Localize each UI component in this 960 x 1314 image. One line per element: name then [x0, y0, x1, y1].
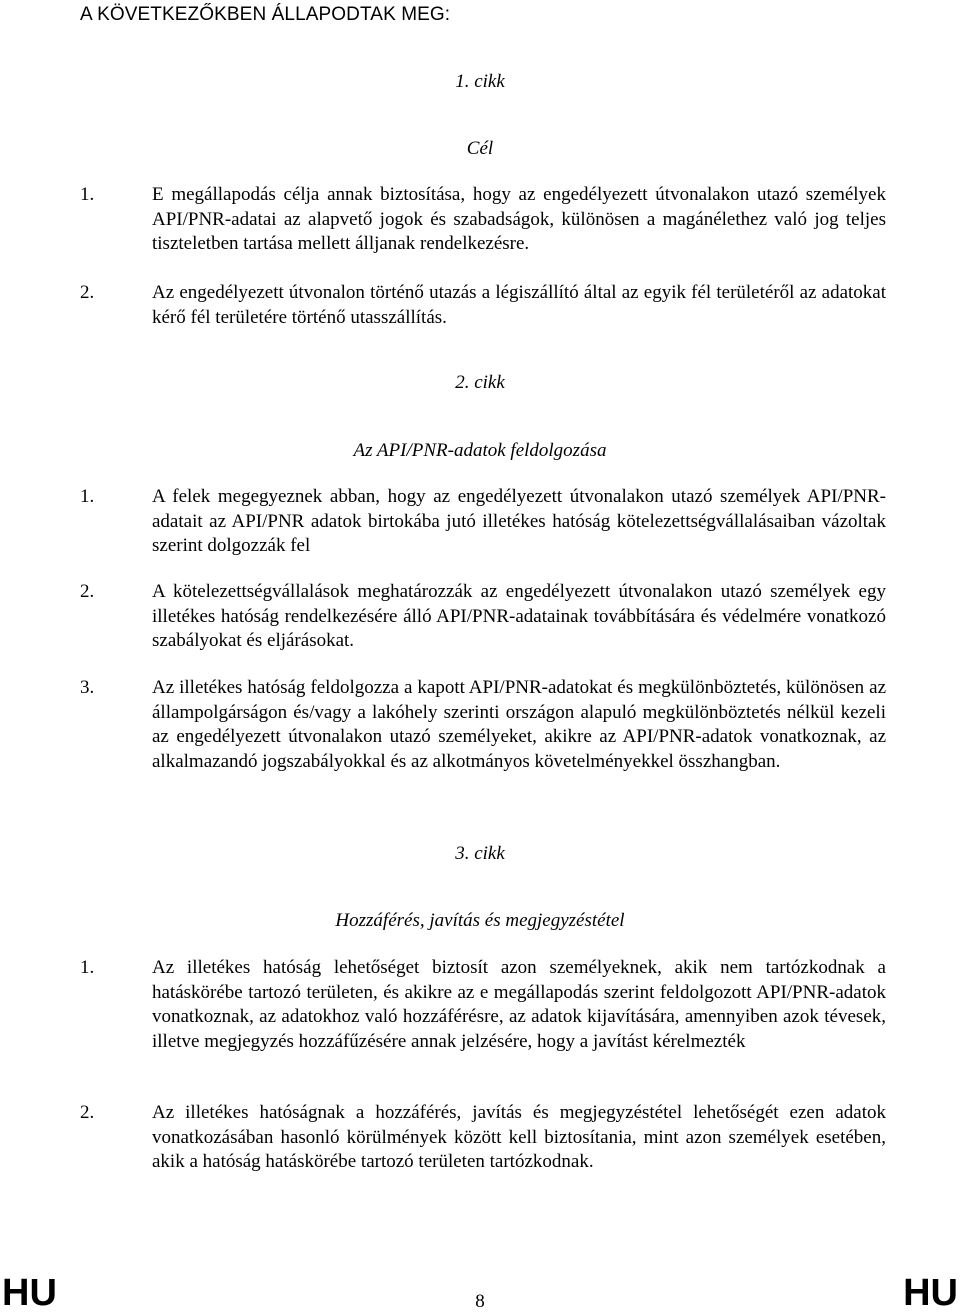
footer-language-code-right: HU: [903, 1272, 958, 1314]
paragraph-text: A kötelezettségvállalások meghatározzák az engedélyezett útvonalakon utazó személyek egy illetékes hatóság rendelkezésére álló API/PNR-adatainak továbbítására és védelmére vonatkozó szabályokat és eljárásokat.: [152, 581, 886, 652]
paragraph-number: 3.: [80, 677, 95, 698]
paragraph-text: Az illetékes hatóság lehetőséget biztosít azon személyeknek, akik nem tartózkodnak a hatáskörébe tartozó területen, és akikre az e megállapodás szerint feldolgozott API/PNR-adatok vonatkoznak, az adatokhoz való hozzáférésre, az adatok kijavítására, amennyiben azok tévesek, illetve megjegyzés hozzáfűzésére annak jelzésére, hogy a javítást kérelmezték: [152, 957, 886, 1053]
paragraph-text: A felek megegyeznek abban, hogy az engedélyezett útvonalakon utazó személyek API/PNR-adatait az API/PNR adatok birtokába jutó illetékes hatóság kötelezettségvállalásaiban vázoltak szerint dolgozzák fel: [152, 486, 886, 557]
paragraph-number: 2.: [80, 1102, 95, 1123]
article-2-number: 2. cikk: [455, 372, 505, 393]
article-2-paragraph-2: [80, 580, 886, 654]
article-3-title: Hozzáférés, javítás és megjegyzéstétel: [335, 910, 625, 931]
article-2-paragraph-1: [80, 485, 886, 559]
paragraph-number: 1.: [80, 957, 95, 978]
article-3-paragraph-2: [80, 1101, 886, 1175]
footer-language-code-left: HU: [2, 1272, 57, 1314]
paragraph-number: 1.: [80, 486, 95, 507]
article-1-title: Cél: [466, 138, 494, 159]
paragraph-number: 1.: [80, 184, 95, 205]
article-2-title: Az API/PNR-adatok feldolgozása: [353, 440, 607, 461]
article-3-number: 3. cikk: [455, 843, 505, 864]
article-3-paragraph-1: [80, 956, 886, 1055]
paragraph-number: 2.: [80, 282, 95, 303]
intro-heading: A KÖVETKEZŐKBEN ÁLLAPODTAK MEG:: [80, 4, 451, 25]
article-1-paragraph-2: [80, 281, 886, 330]
article-1-number: 1. cikk: [455, 71, 505, 92]
article-1-paragraph-1: [80, 183, 886, 257]
paragraph-text: E megállapodás célja annak biztosítása, hogy az engedélyezett útvonalakon utazó személyek API/PNR-adatai az alapvető jogok és szabadságok, különösen a magánélethez való jog teljes tiszteletben tartása mellett álljanak rendelkezésre.: [152, 184, 886, 255]
paragraph-number: 2.: [80, 581, 95, 602]
paragraph-text: Az engedélyezett útvonalon történő utazás a légiszállító által az egyik fél területéről az adatokat kérő fél területére történő utasszállítás.: [152, 282, 886, 328]
page-number: 8: [475, 1291, 485, 1312]
article-2-paragraph-3: [80, 676, 886, 775]
paragraph-text: Az illetékes hatóságnak a hozzáférés, javítás és megjegyzéstétel lehetőségét ezen adatok vonatkozásában hasonló körülmények között kell biztosítania, mint azon személyek esetében, akik a hatóság hatáskörébe tartozó területen tartózkodnak.: [152, 1102, 886, 1173]
paragraph-text: Az illetékes hatóság feldolgozza a kapott API/PNR-adatokat és megkülönböztetés, különösen az állampolgárságon és/vagy a lakóhely szerinti országon alapuló megkülönböztetés nélkül kezeli az engedélyezett útvonalakon utazó személyeket, akikre az API/PNR-adatok vonatkoznak, az alkalmazandó jogszabályokkal és az alkotmányos követelményekkel összhangban.: [152, 677, 886, 773]
